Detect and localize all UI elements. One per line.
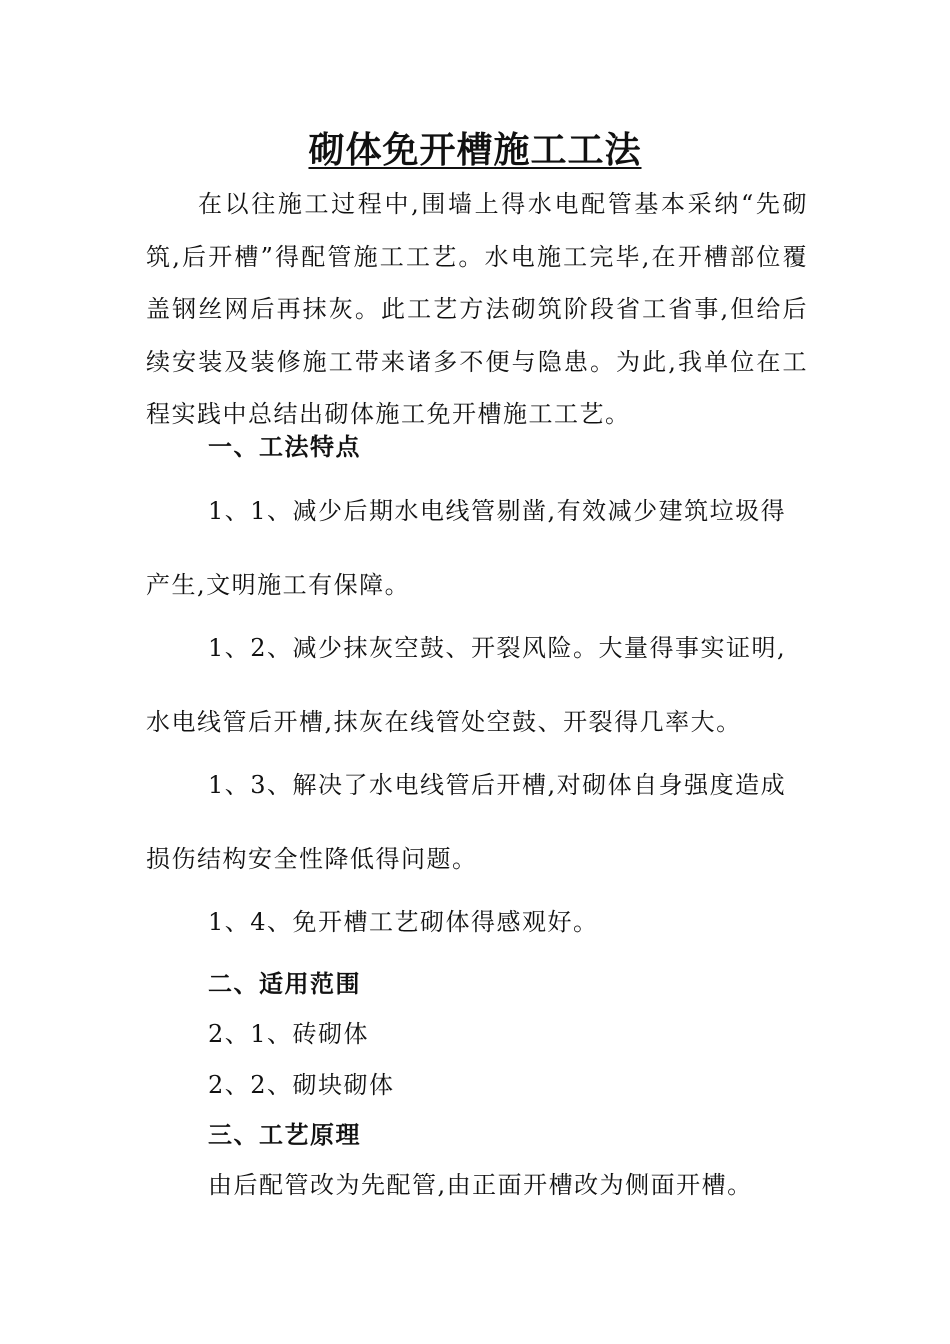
section-3-text: 由后配管改为先配管,由正面开槽改为侧面开槽。 xyxy=(208,1171,753,1199)
section-1-item-2-line-1: 1、2、减少抹灰空鼓、开裂风险。大量得事实证明, xyxy=(208,634,787,662)
document-title-text: 砌体免开槽施工工法 xyxy=(308,129,642,171)
section-2-heading: 二、适用范围 xyxy=(208,969,361,998)
section-3-heading: 三、工艺原理 xyxy=(208,1120,361,1149)
section-1-item-3-line-2: 损伤结构安全性降低得问题。 xyxy=(146,845,478,873)
intro-paragraph: 在以往施工过程中,围墙上得水电配管基本采纳“先砌筑,后开槽”得配管施工工艺。水电施工完毕,在开槽部位覆盖钢丝网后再抹灰。此工艺方法砌筑阶段省工省事,但给后续安装及装修施工带来诸多不便与隐患。为此,我单位在工程实践中总结出砌体施工免开槽施工工艺。 xyxy=(146,190,808,428)
section-1-item-1-line-2: 产生,文明施工有保障。 xyxy=(146,571,411,599)
section-1-heading: 一、工法特点 xyxy=(208,432,361,461)
document-title xyxy=(0,124,950,176)
section-2-item-2: 2、2、砌块砌体 xyxy=(208,1071,395,1099)
section-1-item-1-line-1: 1、1、减少后期水电线管剔凿,有效减少建筑垃圾得 xyxy=(208,497,787,525)
section-1-item-3-line-1: 1、3、解决了水电线管后开槽,对砌体自身强度造成 xyxy=(208,771,787,799)
section-1-item-2-line-2: 水电线管后开槽,抹灰在线管处空鼓、开裂得几率大。 xyxy=(146,708,742,736)
section-1-item-4: 1、4、免开槽工艺砌体得感观好。 xyxy=(208,908,599,936)
section-2-item-1: 2、1、砖砌体 xyxy=(208,1020,370,1048)
